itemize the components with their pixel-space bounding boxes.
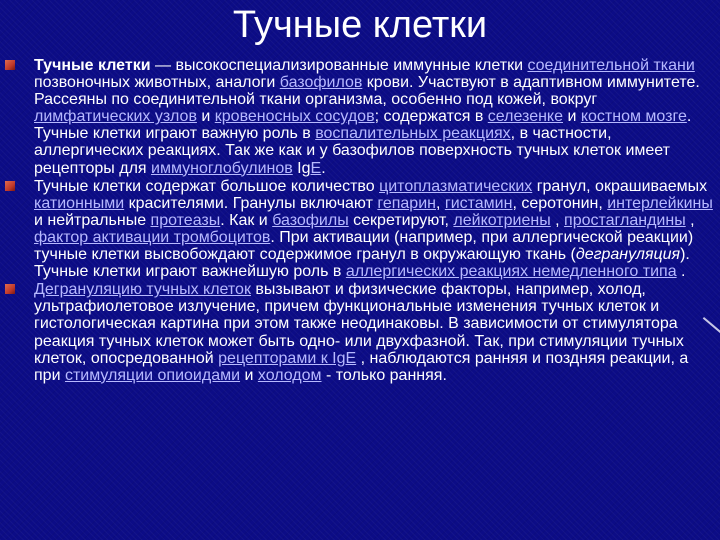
paragraph-text: , [435,194,445,212]
hyperlink[interactable]: цитоплазматических [379,177,533,195]
paragraph-text: , [685,211,695,229]
paragraph-text: . При активации (например, при аллергической реакции) тучные клетки высвобождают содержимое гранул в окружающую ткань ( [34,228,694,264]
hyperlink[interactable]: протеазы [150,211,221,229]
paragraph-text: - только ранняя. [321,366,447,384]
hyperlink[interactable]: гистамин [444,194,513,212]
paragraph-text: крови. Участвуют в адаптивном иммунитете. Рассеяны по соединительной ткани организма, особенно под кожей, вокруг [34,74,700,109]
hyperlink[interactable]: соединительной ткани [527,57,695,74]
bold-term: Тучные клетки [34,57,151,74]
paragraph-text: , [550,211,565,229]
hyperlink[interactable]: гепарин [377,194,436,212]
hyperlink[interactable]: катионными [34,194,125,212]
hyperlink[interactable]: лимфатических узлов [34,108,197,126]
paragraph-text: . Тучные клетки играют важную роль в [34,108,692,143]
hyperlink[interactable]: базофилов [279,74,363,92]
paragraph-2 [34,178,714,281]
italic-term: дегрануляция [575,246,681,264]
paragraph-text: Тучные клетки содержат большое количество [34,177,380,195]
paragraph-text: и нейтральные [34,211,151,229]
hyperlink[interactable]: костном мозге [580,108,687,126]
slide-title: Тучные клетки [232,4,488,46]
paragraph-text: позвоночных животных, аналоги [34,74,280,92]
paragraph-text: секретируют, [348,211,454,229]
hyperlink[interactable]: селезенке [487,108,563,126]
hyperlink[interactable]: кровеносных сосудов [214,108,375,126]
hyperlink[interactable]: Дегрануляцию тучных клеток [34,281,251,299]
hyperlink[interactable]: воспалительных реакциях [315,125,511,143]
hyperlink[interactable]: базофилы [272,211,349,229]
hyperlink[interactable]: стимуляции опиоидами [64,366,241,384]
paragraph-text: гранул, окрашиваемых [532,177,708,195]
hyperlink[interactable]: холодом [257,366,322,384]
bullet-square-icon [5,181,15,191]
hyperlink[interactable]: аллергических реакциях немедленного типа [345,263,677,281]
bullet-square-icon [5,60,15,70]
paragraph-text: — высокоспециализированные иммунные клетки [150,57,528,74]
bullet-square-icon [5,284,15,294]
paragraph-text: , наблюдаются ранняя и поздняя реакции, а при [34,349,689,384]
paragraph-text: . [321,159,326,177]
paragraph-text: , серотонин, [512,194,608,212]
paragraph-text: Ig [292,159,311,177]
hyperlink[interactable]: E [345,349,357,367]
paragraph-text: и [240,366,258,384]
paragraph-3 [34,281,714,384]
paragraph-text: . [676,263,686,281]
hyperlink[interactable]: иммуноглобулинов [151,159,293,177]
paragraph-1 [34,57,714,177]
hyperlink[interactable]: фактор активации тромбоцитов [34,228,271,246]
hyperlink[interactable]: рецепторами к Ig [218,349,346,367]
paragraph-text: и [196,108,215,126]
hyperlink[interactable]: простагландины [564,211,686,229]
paragraph-text: ). Тучные клетки играют важнейшую роль в [34,246,690,281]
paragraph-text: вызывают и физические факторы, например, холод, ультрафиолетовое излучение, причем функциональные изменения тучных клеток и гистологическая картина при этом также неодинаковы. В зависимости от стимулятора реакция тучных клеток может быть одно- или двухфазной. Так, при стимуляции тучных клеток, опосредованной [34,281,684,367]
slide-content [34,57,714,385]
hyperlink[interactable]: лейкотриены [453,211,551,229]
paragraph-text: , в частности, аллергических реакциях. Так же как и у базофилов поверхность тучных клеток имеет рецепторы для [34,125,670,177]
paragraph-text: . Как и [220,211,273,229]
hyperlink[interactable]: интерлейкины [607,194,713,212]
hyperlink[interactable]: E [310,159,322,177]
paragraph-text: и [563,108,581,126]
paragraph-text: красителями. Гранулы включают [124,194,378,212]
paragraph-text: ; содержатся в [374,108,488,126]
